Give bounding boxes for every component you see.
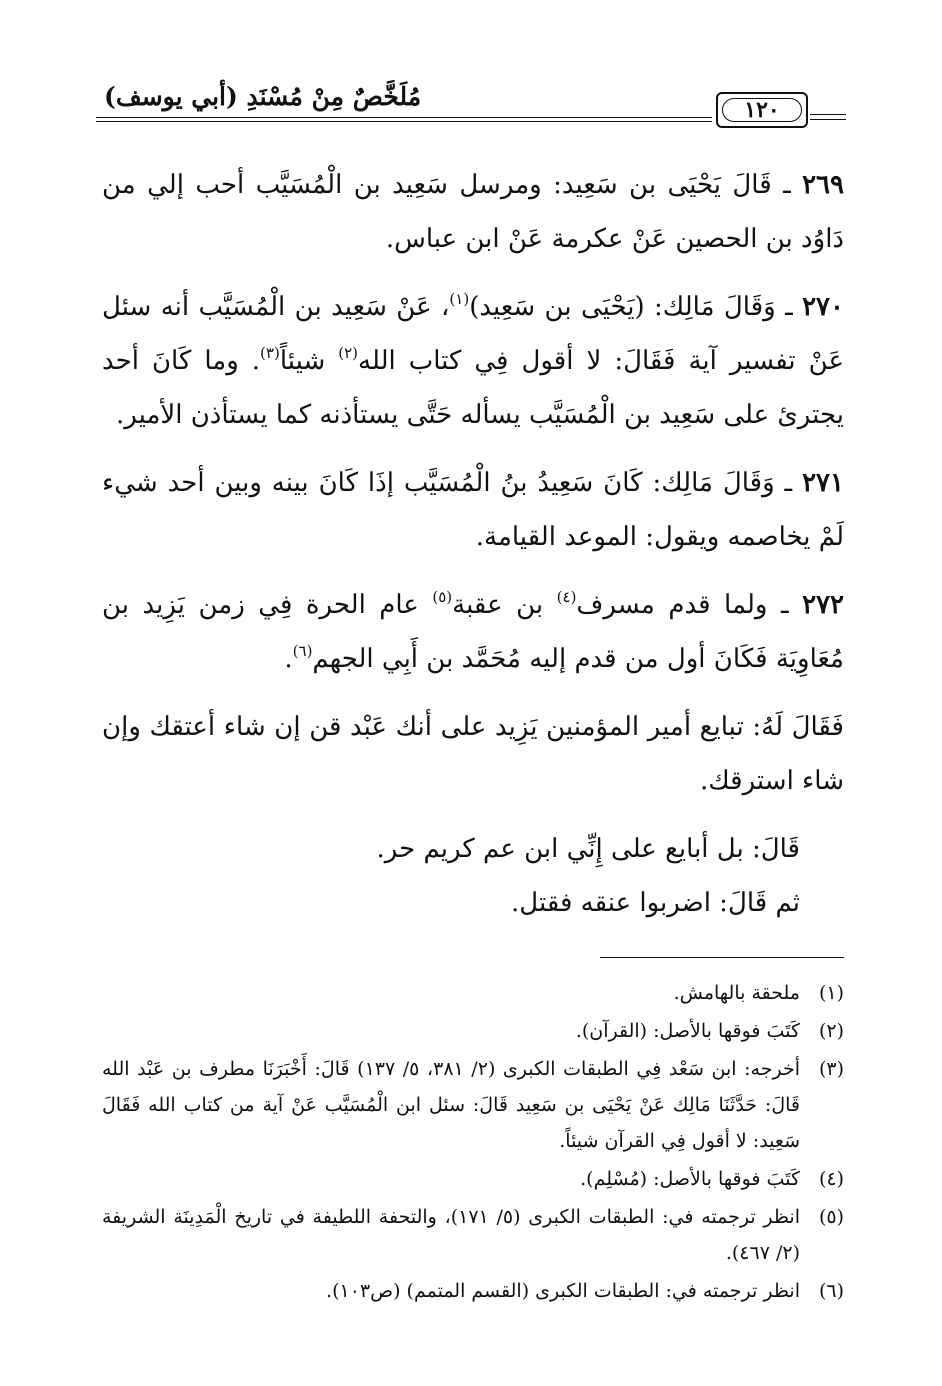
footnote-number: (٦): [818, 1280, 844, 1302]
footnotes: [102, 975, 844, 1311]
footnote-number: (٣): [818, 1058, 844, 1080]
paragraph-number: ٢٧٠: [802, 292, 844, 322]
footnote: [102, 1273, 844, 1309]
header-rule: [96, 117, 712, 118]
footnote-ref: (٣): [260, 344, 280, 362]
paragraph-dialogue: ثم قَالَ: اضربوا عنقه فقتل.: [511, 888, 800, 918]
footnote-text: انظر ترجمته في: الطبقات الكبرى (٥/ ١٧١)، والتحفة اللطيفة في تاريخ الْمَدِينَة الشريفة (٢/ ٤٦٧).: [102, 1206, 800, 1264]
paragraph-number: ٢٦٩: [802, 170, 844, 200]
running-title: مُلَخَّصٌ مِنْ مُسْنَدِ (أبي يوسف): [104, 82, 422, 111]
paragraph-text: بن عقبة: [452, 590, 557, 620]
page-header: [96, 70, 846, 130]
main-text: [102, 158, 844, 944]
paragraph-dialogue: فَقَالَ لَهُ: تبايع أمير المؤمنين يَزِيد على أنك عَبْد قن إن شاء أعتقك وإن شاء استرقك.: [102, 712, 844, 796]
paragraph-text: شيئاً: [279, 346, 339, 376]
paragraph-270: [102, 280, 844, 442]
footnote: [102, 1161, 844, 1197]
footnote: [102, 1013, 844, 1049]
footnote: [102, 1051, 844, 1159]
footnote: [102, 975, 844, 1011]
header-rule: [810, 114, 846, 115]
footnote-ref: (١): [449, 290, 470, 308]
footnote-text: أخرجه: ابن سَعْد فِي الطبقات الكبرى (٢/ ٣٨١، ٥/ ١٣٧) قَالَ: أَخْبَرَنَا مطرف بن عَبْد الله قَالَ: حَدَّثَنَا مَالِك عَنْ يَحْيَى بن سَعِيد قَالَ: سئل ابن الْمُسَيَّب عَنْ آية من كتاب الله فَقَالَ سَعِيد: لا أقول فِي القرآن شيئاً.: [102, 1058, 800, 1152]
paragraph-text: ـ وَقَالَ مَالِك: (يَحْيَى بن سَعِيد): [469, 292, 803, 322]
footnote-ref: (٥): [432, 588, 453, 606]
paragraph-text: .: [284, 644, 293, 674]
footnote-number: (٤): [818, 1168, 844, 1190]
footnote-number: (١): [818, 982, 844, 1004]
page-number: ١٢٠: [722, 98, 802, 122]
paragraph-dialogue: قَالَ: بل أبايع على إِنِّي ابن عم كريم حر.: [376, 834, 800, 864]
paragraph-text: . وما كَانَ أحد يجترئ على سَعِيد بن الْمُسَيَّب يسأله حَتَّى يستأذنه كما يستأذن الأمير.: [102, 346, 844, 430]
page-number-box: [716, 92, 808, 128]
footnote-number: (٥): [818, 1206, 844, 1228]
paragraph-text: ، عَنْ سَعِيد بن الْمُسَيَّب أنه سئل عَنْ تفسير آية فَقَالَ: لا أقول فِي كتاب الله: [102, 292, 844, 376]
paragraph-269: [102, 158, 844, 266]
paragraph-text: ـ قَالَ يَحْيَى بن سَعِيد: ومرسل سَعِيد بن الْمُسَيَّب أحب إلي من دَاوُد بن الحصين عَنْ عكرمة عَنْ ابن عباس.: [102, 170, 844, 254]
paragraph-text: عام الحرة فِي زمن يَزِيد بن مُعَاوِيَة فَكَانَ أول من قدم إليه مُحَمَّد بن أَبِي الجهم: [102, 590, 844, 674]
footnote-divider: [600, 957, 844, 958]
paragraph-number: ٢٧١: [802, 468, 844, 498]
header-rule: [96, 121, 712, 122]
footnote-ref: (٦): [292, 642, 313, 660]
footnote-ref: (٤): [556, 588, 577, 606]
footnote-text: كَتَبَ فوقها بالأصل: (القرآن).: [575, 1020, 800, 1042]
footnote-text: كَتَبَ فوقها بالأصل: (مُسْلِم).: [580, 1168, 800, 1190]
paragraph-272: [102, 578, 844, 686]
footnote: [102, 1199, 844, 1271]
paragraph-text: ـ ولما قدم مسرف: [576, 590, 803, 620]
footnote-text: انظر ترجمته في: الطبقات الكبرى (القسم المتمم) (ص١٠٣).: [326, 1280, 800, 1302]
footnote-number: (٢): [818, 1020, 844, 1042]
paragraph-number: ٢٧٢: [802, 590, 845, 620]
paragraph-text: ـ وَقَالَ مَالِك: كَانَ سَعِيدُ بنُ الْمُسَيَّب إذَا كَانَ بينه وبين أحد شيء لَمْ يخاصمه ويقول: الموعد القيامة.: [102, 468, 844, 552]
footnote-text: ملحقة بالهامش.: [673, 982, 800, 1004]
paragraph-271: [102, 456, 844, 564]
header-rule: [810, 119, 846, 120]
footnote-ref: (٢): [338, 344, 359, 362]
